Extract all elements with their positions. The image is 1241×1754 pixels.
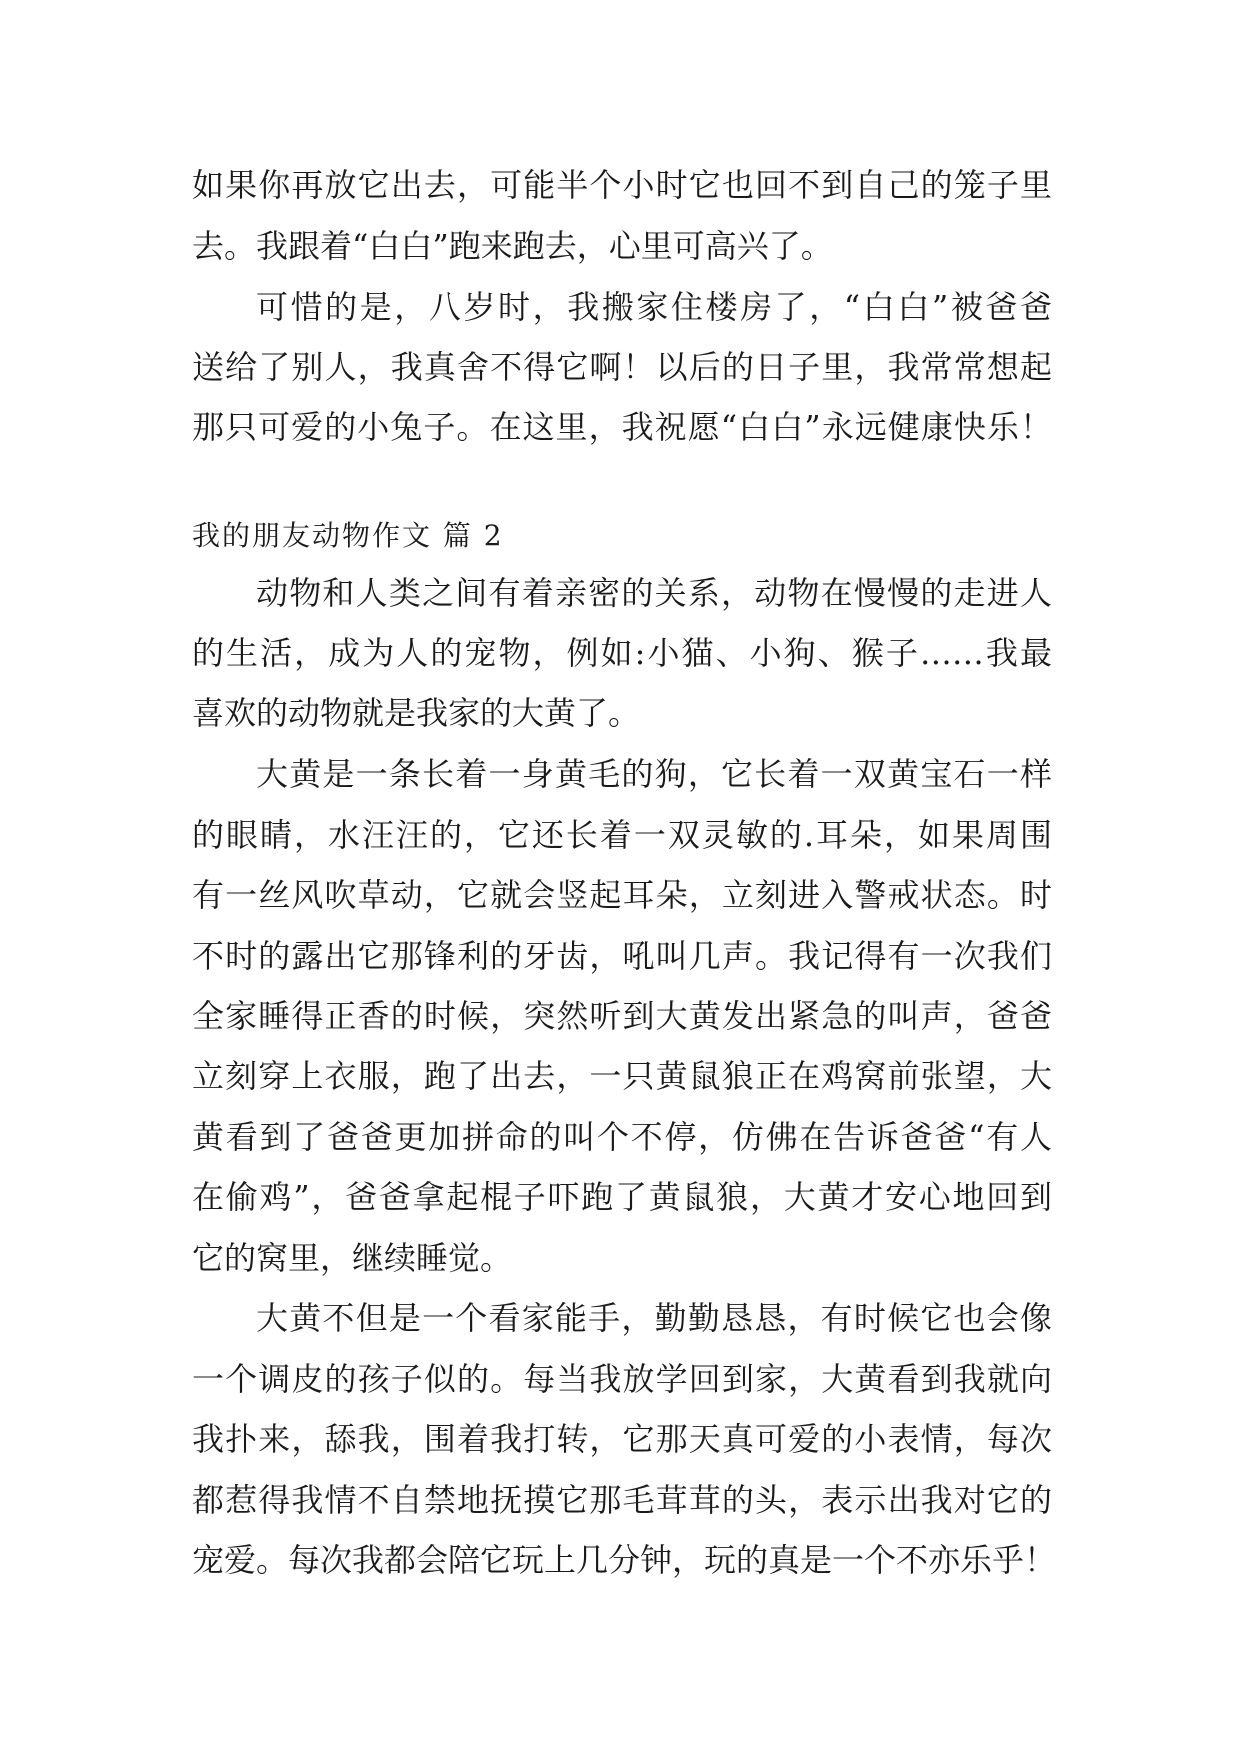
text-line: 全家睡得正香的时候，突然听到大黄发出紧急的叫声，爸爸 bbox=[192, 997, 1052, 1035]
text-line: 它的窝里，继续睡觉。 bbox=[192, 1239, 513, 1277]
text-line: 有一丝风吹草动，它就会竖起耳朵，立刻进入警戒状态。时 bbox=[192, 876, 1052, 914]
text-line: 如果你再放它出去，可能半个小时它也回不到自己的笼子里 bbox=[192, 166, 1052, 204]
section-heading: 我的朋友动物作文 篇 2 bbox=[192, 519, 504, 552]
text-line: 都惹得我情不自禁地抚摸它那毛茸茸的头，表示出我对它的 bbox=[192, 1481, 1052, 1519]
text-line: 的眼睛，水汪汪的，它还长着一双灵敏的.耳朵，如果周围 bbox=[192, 816, 1052, 854]
text-line: 可惜的是，八岁时，我搬家住楼房了，“白白”被爸爸 bbox=[256, 288, 1052, 326]
text-line: 在偷鸡”，爸爸拿起棍子吓跑了黄鼠狼，大黄才安心地回到 bbox=[192, 1178, 1052, 1216]
text-line: 立刻穿上衣服，跑了出去，一只黄鼠狼正在鸡窝前张望，大 bbox=[192, 1057, 1052, 1095]
text-line: 宠爱。每次我都会陪它玩上几分钟，玩的真是一个不亦乐乎！ bbox=[192, 1541, 1057, 1579]
text-line: 黄看到了爸爸更加拼命的叫个不停，仿佛在告诉爸爸“有人 bbox=[192, 1118, 1052, 1156]
text-line: 喜欢的动物就是我家的大黄了。 bbox=[192, 694, 641, 732]
text-line: 大黄不但是一个看家能手，勤勤恳恳，有时候它也会像 bbox=[256, 1299, 1052, 1337]
text-line: 大黄是一条长着一身黄毛的狗，它长着一双黄宝石一样 bbox=[256, 755, 1052, 793]
text-line: 一个调皮的孩子似的。每当我放学回到家，大黄看到我就向 bbox=[192, 1360, 1052, 1398]
text-line: 不时的露出它那锋利的牙齿，吼叫几声。我记得有一次我们 bbox=[192, 937, 1052, 975]
text-line: 那只可爱的小兔子。在这里，我祝愿“白白”永远健康快乐！ bbox=[192, 408, 1052, 446]
text-line: 的生活，成为人的宠物，例如:小猫、小狗、猴子……我最 bbox=[192, 634, 1052, 672]
text-line: 动物和人类之间有着亲密的关系，动物在慢慢的走进人 bbox=[256, 574, 1052, 612]
text-line: 我扑来，舔我，围着我打转，它那天真可爱的小表情，每次 bbox=[192, 1420, 1052, 1458]
text-line: 去。我跟着“白白”跑来跑去，心里可高兴了。 bbox=[192, 227, 833, 265]
text-line: 送给了别人，我真舍不得它啊！以后的日子里，我常常想起 bbox=[192, 348, 1052, 386]
